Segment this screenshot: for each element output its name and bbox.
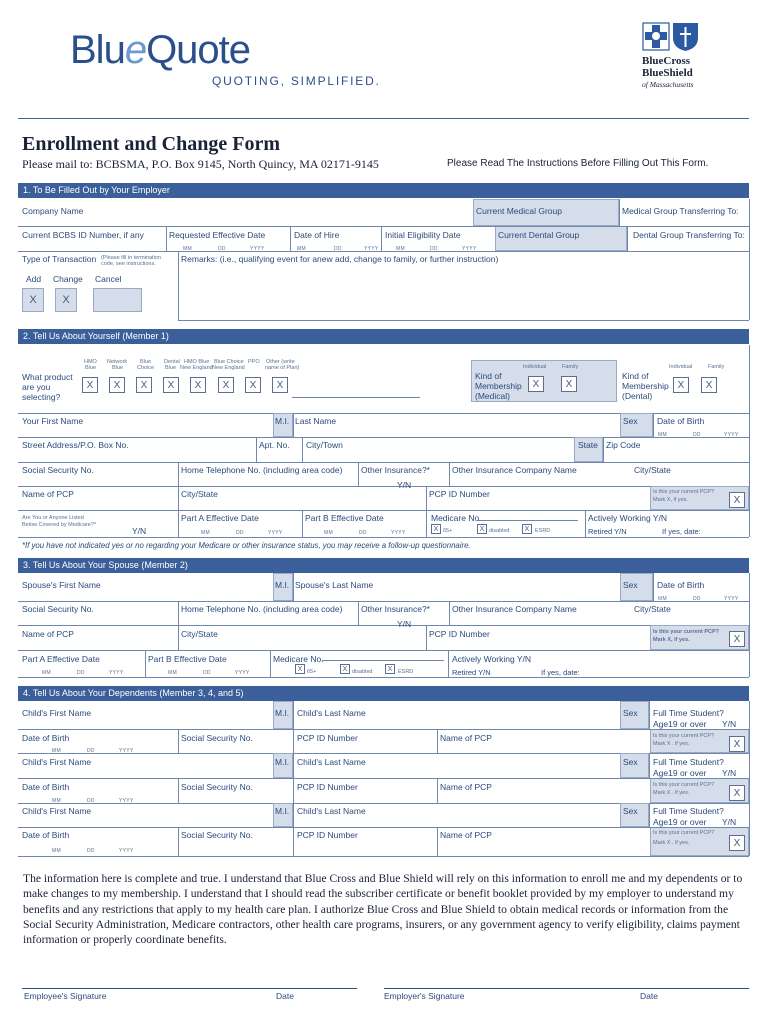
- s2-individual-label: Individual: [523, 364, 547, 370]
- form-rule-line: [478, 520, 578, 521]
- s2-current-pcp-1-label: Is this your current PCP?: [653, 629, 720, 635]
- dental-family-checkbox[interactable]: X: [701, 377, 717, 393]
- date-parts-mm-label: MM: [52, 748, 61, 754]
- date-parts-yyyy-label: YYYY: [724, 596, 739, 602]
- spouse-medicare-esrd-checkbox[interactable]: X: [385, 664, 395, 674]
- s2-esrd-label: ESRD: [535, 528, 551, 534]
- date-parts-mm-label: MM: [297, 246, 306, 252]
- date-parts-dd-label: DD: [430, 246, 438, 252]
- form-rule-line: [749, 345, 750, 537]
- product-hmo-blue-checkbox[interactable]: X: [82, 377, 98, 393]
- s2-other-ins-company-label: Other Insurance Company Name: [452, 604, 577, 614]
- yn-label: Y/N: [722, 817, 737, 827]
- s2-kind-medical-1-label: Kind of: [475, 371, 502, 381]
- s4-child-first-label: Child's First Name: [22, 757, 92, 767]
- termination-code-field[interactable]: [93, 288, 142, 312]
- logo-blue-label: Blu: [70, 28, 125, 72]
- spouse-medicare-disabled-checkbox[interactable]: X: [340, 664, 350, 674]
- bcbs-line3: of Massachusetts: [642, 80, 694, 89]
- logo-e-label: e: [124, 28, 147, 72]
- s2-part-b-label: Part B Effective Date: [305, 513, 384, 523]
- date-parts-dd-label: DD: [334, 246, 342, 252]
- section-4-header: 4. Tell Us About Your Dependents (Member 3, 4, and 5): [18, 686, 749, 701]
- s2-city-state-label: City/State: [634, 465, 671, 475]
- yn-label: Y/N: [132, 526, 147, 536]
- header-divider: [18, 118, 749, 119]
- s2-products-4-l1-label: HMO Blue: [184, 359, 210, 365]
- s2-kind-dental-3-label: (Dental): [622, 391, 653, 401]
- employee-signature-line[interactable]: [22, 988, 357, 989]
- form-rule-line: [18, 462, 749, 463]
- date-parts-mm-label: MM: [658, 596, 667, 602]
- form-rule-line: [437, 729, 438, 753]
- s2-products-0-l2-label: Blue: [85, 365, 97, 371]
- s1-termination-note-2-label: code, see instructions.: [101, 261, 156, 267]
- bcbs-line1: BlueCross: [642, 55, 691, 67]
- dental-group-transferring-label: Dental Group Transferring To:: [633, 230, 745, 240]
- form-rule-line: [653, 573, 654, 601]
- form-rule-line: [178, 320, 749, 321]
- date-parts-yyyy-label: YYYY: [391, 530, 406, 536]
- current-medical-group-label: Current Medical Group: [476, 206, 562, 216]
- cross-shield-icon: [642, 22, 700, 52]
- product-other-checkbox[interactable]: X: [272, 377, 288, 393]
- form-rule-line: [18, 510, 749, 511]
- s2-individual-label: Individual: [669, 364, 693, 370]
- product-hmo-blue-ne-checkbox[interactable]: X: [190, 377, 206, 393]
- s2-zip-label: Zip Code: [606, 440, 641, 450]
- form-rule-line: [749, 701, 750, 856]
- s2-pcp-number-label: PCP ID Number: [429, 489, 490, 499]
- form-rule-line: [649, 753, 650, 778]
- s3-retired-label: Retired Y/N: [452, 668, 491, 677]
- street-label: Street Address/P.O. Box No.: [22, 440, 129, 450]
- s4-full-time-student-label: Full Time Student?: [653, 708, 724, 718]
- dependent1-current-pcp-checkbox[interactable]: X: [729, 736, 745, 752]
- yn-label: Y/N: [397, 480, 412, 490]
- s2-ssn-label: Social Security No.: [22, 604, 94, 614]
- date-parts-dd-label: DD: [693, 596, 701, 602]
- form-rule-line: [426, 510, 427, 537]
- employee-date-label: Date: [276, 991, 294, 1001]
- form-rule-line: [178, 827, 179, 856]
- form-rule-line: [178, 601, 179, 650]
- s2-medicare-no-label: Medicare No.: [431, 513, 482, 523]
- date-parts-dd-label: DD: [693, 432, 701, 438]
- s2-state-label: State: [578, 440, 598, 450]
- date-parts-yyyy-label: YYYY: [724, 432, 739, 438]
- s4-child-first-label: Child's First Name: [22, 806, 92, 816]
- form-rule-line: [603, 437, 604, 462]
- dependent3-current-pcp-checkbox[interactable]: X: [729, 835, 745, 851]
- form-rule-line: [18, 650, 749, 651]
- s2-products-2-l1-label: Blue: [140, 359, 152, 365]
- s2-products-5-l2-label: New England: [212, 365, 245, 371]
- medical-family-checkbox[interactable]: X: [561, 376, 577, 392]
- s2-esrd-label: ESRD: [398, 669, 414, 675]
- form-rule-line: [358, 462, 359, 486]
- s2-other-ins-company-label: Other Insurance Company Name: [452, 465, 577, 475]
- s2-mi-label: M.I.: [275, 757, 290, 767]
- s4-full-time-student-label: Full Time Student?: [653, 757, 724, 767]
- form-rule-line: [18, 625, 749, 626]
- date-parts-yyyy-label: YYYY: [119, 848, 134, 854]
- s2-pcp-name-label: Name of PCP: [440, 830, 492, 840]
- form-rule-line: [302, 437, 303, 462]
- s3-last-name-label: Spouse's Last Name: [295, 580, 374, 590]
- date-parts-mm-label: MM: [168, 670, 177, 676]
- date-parts-mm-label: MM: [52, 848, 61, 854]
- form-rule-line: [293, 573, 294, 601]
- form-rule-line: [437, 778, 438, 803]
- s2-age65-label: 65+: [307, 669, 317, 675]
- yn-label: Y/N: [722, 719, 737, 729]
- s2-city-state-label: City/State: [181, 489, 218, 499]
- date-parts-dd-label: DD: [359, 530, 367, 536]
- s4-current-pcp-2b-label: Mark X . if yes.: [653, 840, 690, 846]
- date-parts-dd-label: DD: [236, 530, 244, 536]
- s4-current-pcp-2b-label: Mark X . if yes.: [653, 790, 690, 796]
- footnote: *If you have not indicated yes or no regarding your Medicare or other insurance status, you may receive a follow-up questionnaire.: [22, 541, 471, 550]
- s2-kind-medical-2-label: Membership: [622, 381, 669, 391]
- s2-mi-label: M.I.: [275, 708, 290, 718]
- s2-what-product-2-label: are you: [22, 382, 51, 392]
- s2-current-pcp-1-label: Is this your current PCP?: [653, 733, 715, 739]
- s2-products-2-l2-label: Choice: [137, 365, 155, 371]
- form-rule-line: [178, 778, 179, 803]
- first-name-label: Your First Name: [22, 416, 84, 426]
- employee-signature-label: Employee's Signature: [24, 991, 107, 1001]
- product-network-blue-checkbox[interactable]: X: [109, 377, 125, 393]
- s2-products-1-l1-label: Network: [107, 359, 128, 365]
- form-rule-line: [448, 650, 449, 677]
- date-parts-dd-label: DD: [218, 246, 226, 252]
- date-parts-yyyy-label: YYYY: [462, 246, 477, 252]
- medical-individual-checkbox[interactable]: X: [528, 376, 544, 392]
- form-rule-line: [18, 537, 749, 538]
- form-rule-line: [18, 729, 749, 730]
- s2-products-4-l2-label: New England: [180, 365, 213, 371]
- spouse-medicare-65-checkbox[interactable]: X: [295, 664, 305, 674]
- s4-child-first-label: Child's First Name: [22, 708, 92, 718]
- form-rule-line: [178, 510, 179, 537]
- s2-disabled-label: disabled: [352, 669, 373, 675]
- s2-medicare-no-label: Medicare No.: [273, 654, 324, 664]
- s2-part-b-label: Part B Effective Date: [148, 654, 227, 664]
- s2-current-pcp-2-label: Mark X, if yes.: [653, 497, 688, 503]
- s2-actively-working-label: Actively Working Y/N: [452, 654, 532, 664]
- section-2-header: 2. Tell Us About Yourself (Member 1): [18, 329, 749, 344]
- medical-group-transferring-label: Medical Group Transferring To:: [622, 206, 739, 216]
- initial-eligibility-label: Initial Eligibility Date: [385, 230, 461, 240]
- form-rule-line: [145, 650, 146, 677]
- form-rule-line: [749, 199, 750, 320]
- date-parts-dd-label: DD: [203, 670, 211, 676]
- s2-home-phone-label: Home Telephone No. (including area code): [181, 604, 343, 614]
- s2-pcp-name-label: Name of PCP: [22, 629, 74, 639]
- s2-products-3-l1-label: Dental: [164, 359, 180, 365]
- s2-sex-label: Sex: [623, 806, 638, 816]
- date-parts-dd-label: DD: [87, 748, 95, 754]
- s2-sex-label: Sex: [623, 708, 638, 718]
- date-parts-dd-label: DD: [77, 670, 85, 676]
- s2-medicare-q2-label: Below Covered by Medicare?*: [22, 522, 96, 528]
- form-rule-line: [293, 701, 294, 753]
- last-name-label: Last Name: [295, 416, 337, 426]
- cancel-label: Cancel: [95, 274, 122, 284]
- s2-ssn-label: Social Security No.: [181, 830, 253, 840]
- bcbs-logo: [640, 22, 740, 92]
- date-parts-mm-label: MM: [658, 432, 667, 438]
- current-bcbs-id-label: Current BCBS ID Number, if any: [22, 230, 144, 240]
- add-checkbox[interactable]: X: [22, 288, 44, 312]
- s4-pcp-id-number-label: PCP ID Number: [297, 733, 358, 743]
- authorization-statement: The information here is complete and true. I understand that Blue Cross and Blue Shield will rely on this information to enroll me and my dependents or to make changes to my membership. I understand that I should read the subscriber certificate or benefit booklet provided by my employer to understand my benefits and any restrictions that apply to my health care plan. I authorize Blue Cross and Blue Shield to obtain medical records or information from the Social Security Administration, Medicare contractors, other health care programs, insurers, or any government agency to verify eligibility, claims payment information or properly coordinate benefits.: [23, 872, 743, 947]
- s2-current-pcp-2-label: Mark X, if yes.: [653, 637, 690, 643]
- add-label: Add: [26, 274, 42, 284]
- date-of-hire-label: Date of Hire: [294, 230, 340, 240]
- date-parts-mm-label: MM: [324, 530, 333, 536]
- form-rule-line: [18, 437, 749, 438]
- form-rule-line: [749, 573, 750, 677]
- logo-quote-label: Quote: [146, 28, 251, 72]
- form-rule-line: [449, 462, 450, 486]
- s4-age19-label: Age19 or over: [653, 768, 707, 778]
- date-parts-mm-label: MM: [183, 246, 192, 252]
- s2-ssn-label: Social Security No.: [181, 733, 253, 743]
- s2-current-pcp-1-label: Is this your current PCP?: [653, 782, 715, 788]
- s2-medicare-q1-label: Are You or Anyone Listed: [22, 515, 84, 521]
- s2-pcp-name-label: Name of PCP: [440, 782, 492, 792]
- s4-child-last-label: Child's Last Name: [297, 757, 366, 767]
- form-rule-line: [290, 226, 291, 251]
- s2-current-pcp-1-label: Is this your current PCP?: [653, 830, 715, 836]
- form-rule-line: [18, 856, 749, 857]
- date-parts-yyyy-label: YYYY: [364, 246, 379, 252]
- section-3-header: 3. Tell Us About Your Spouse (Member 2): [18, 558, 749, 573]
- s2-products-7-l2-label: name of Plan): [265, 365, 300, 371]
- s2-if-yes-date-label: If yes, date:: [541, 668, 580, 677]
- form-rule-line: [381, 226, 382, 251]
- yn-label: Y/N: [397, 619, 412, 629]
- form-rule-line: [426, 486, 427, 510]
- type-of-transaction-label: Type of Transaction: [22, 254, 97, 264]
- employer-signature-label: Employer's Signature: [384, 991, 465, 1001]
- current-dental-group-label: Current Dental Group: [498, 230, 580, 240]
- s2-mi-label: M.I.: [275, 416, 290, 426]
- s4-child-last-label: Child's Last Name: [297, 708, 366, 718]
- s2-other-insurance-label: Other Insurance?*: [361, 604, 430, 614]
- s2-retired-label: Retired Y/N: [588, 527, 627, 536]
- date-parts-yyyy-label: YYYY: [119, 798, 134, 804]
- form-rule-line: [649, 803, 650, 827]
- s2-part-a-label: Part A Effective Date: [181, 513, 259, 523]
- form-rule-line: [293, 803, 294, 856]
- s2-apt-label: Apt. No.: [259, 440, 290, 450]
- form-rule-line: [18, 677, 749, 678]
- s2-city-state-label: City/State: [634, 604, 671, 614]
- s2-products-1-l2-label: Blue: [112, 365, 124, 371]
- form-rule-line: [18, 778, 749, 779]
- form-rule-line: [358, 601, 359, 625]
- s4-age19-label: Age19 or over: [653, 719, 707, 729]
- s2-what-product-3-label: selecting?: [22, 392, 61, 402]
- bluequote-logo: [70, 28, 390, 94]
- date-parts-mm-label: MM: [201, 530, 210, 536]
- form-rule-line: [18, 226, 749, 227]
- form-rule-line: [270, 650, 271, 677]
- form-rule-line: [322, 660, 444, 661]
- section-1-header: 1. To Be Filled Out by Your Employer: [18, 183, 749, 198]
- product-blue-choice-ne-checkbox[interactable]: X: [218, 377, 234, 393]
- form-rule-line: [18, 601, 749, 602]
- requested-effective-date-label: Requested Effective Date: [169, 230, 266, 240]
- form-rule-line: [302, 510, 303, 537]
- s2-family-label: Family: [708, 364, 725, 370]
- s2-ssn-label: Social Security No.: [22, 465, 94, 475]
- s2-kind-medical-2-label: Membership: [475, 381, 522, 391]
- s4-pcp-id-number-label: PCP ID Number: [297, 830, 358, 840]
- s2-kind-medical-3-label: (Medical): [475, 391, 510, 401]
- yn-label: Y/N: [722, 768, 737, 778]
- date-parts-yyyy-label: YYYY: [235, 670, 250, 676]
- s2-products-6-l1-label: PPO: [248, 359, 260, 365]
- form-rule-line: [627, 226, 628, 251]
- s2-products-3-l2-label: Blue: [165, 365, 177, 371]
- s4-full-time-student-label: Full Time Student?: [653, 806, 724, 816]
- s2-sex-label: Sex: [623, 416, 638, 426]
- logo-tagline: QUOTING, SIMPLIFIED.: [212, 74, 381, 88]
- s2-current-pcp-1-label: Is this your current PCP?: [653, 489, 715, 495]
- mail-to: Please mail to: BCBSMA, P.O. Box 9145, North Quincy, MA 02171-9145: [22, 157, 379, 171]
- form-rule-line: [18, 827, 749, 828]
- change-label: Change: [53, 274, 83, 284]
- date-parts-yyyy-label: YYYY: [119, 748, 134, 754]
- s2-sex-label: Sex: [623, 757, 638, 767]
- date-parts-mm-label: MM: [42, 670, 51, 676]
- form-rule-line: [178, 251, 179, 320]
- instructions-note: Please Read The Instructions Before Filling Out This Form.: [447, 158, 709, 169]
- remarks-label: Remarks: (i.e., qualifying event for anew add, change to family, or further instruction): [181, 254, 499, 264]
- s2-dob-label: Date of Birth: [22, 782, 70, 792]
- form-rule-line: [449, 601, 450, 625]
- date-parts-mm-label: MM: [52, 798, 61, 804]
- s2-dob-label: Date of Birth: [22, 733, 70, 743]
- s2-family-label: Family: [562, 364, 579, 370]
- s2-if-yes-date-label: If yes, date:: [662, 527, 701, 536]
- s2-dob-label: Date of Birth: [657, 580, 705, 590]
- bcbs-line2: BlueShield: [642, 67, 693, 79]
- date-parts-yyyy-label: YYYY: [109, 670, 124, 676]
- s4-age19-label: Age19 or over: [653, 817, 707, 827]
- s4-current-pcp-2-label: Mark X . if yes.: [653, 741, 690, 747]
- s2-products-5-l1-label: Blue Choice: [214, 359, 244, 365]
- s2-kind-medical-1-label: Kind of: [622, 371, 649, 381]
- form-rule-line: [256, 437, 257, 462]
- date-parts-yyyy-label: YYYY: [250, 246, 265, 252]
- form-rule-line: [585, 510, 586, 537]
- s2-part-a-label: Part A Effective Date: [22, 654, 100, 664]
- s4-pcp-id-number-label: PCP ID Number: [297, 782, 358, 792]
- medicare-esrd-checkbox[interactable]: X: [522, 524, 532, 534]
- product-blue-choice-checkbox[interactable]: X: [136, 377, 152, 393]
- dob-label: Date of Birth: [657, 416, 705, 426]
- medicare-disabled-checkbox[interactable]: X: [477, 524, 487, 534]
- form-rule-line: [166, 226, 167, 251]
- s1-termination-note-1-label: (Please fill in termination: [101, 255, 161, 261]
- form-rule-line: [178, 462, 179, 510]
- employer-date-label: Date: [640, 991, 658, 1001]
- dependent2-current-pcp-checkbox[interactable]: X: [729, 785, 745, 801]
- s2-mi-label: M.I.: [275, 806, 290, 816]
- s2-city-state-label: City/State: [181, 629, 218, 639]
- form-title: Enrollment and Change Form: [22, 133, 280, 155]
- current-pcp-checkbox[interactable]: X: [729, 492, 745, 508]
- employer-signature-line[interactable]: [384, 988, 749, 989]
- date-parts-dd-label: DD: [87, 848, 95, 854]
- product-ppo-checkbox[interactable]: X: [245, 377, 261, 393]
- s3-first-name-label: Spouse's First Name: [22, 580, 101, 590]
- s2-disabled-label: disabled: [489, 528, 510, 534]
- dental-individual-checkbox[interactable]: X: [673, 377, 689, 393]
- s2-other-insurance-label: Other Insurance?*: [361, 465, 430, 475]
- product-dental-blue-checkbox[interactable]: X: [163, 377, 179, 393]
- s2-age65-label: 65+: [443, 528, 453, 534]
- form-rule-line: [653, 413, 654, 437]
- other-plan-name-line[interactable]: [292, 397, 420, 398]
- date-parts-mm-label: MM: [396, 246, 405, 252]
- s2-city-town-label: City/Town: [306, 440, 343, 450]
- form-rule-line: [18, 486, 749, 487]
- s4-child-last-label: Child's Last Name: [297, 806, 366, 816]
- s2-home-phone-label: Home Telephone No. (including area code): [181, 465, 343, 475]
- form-rule-line: [178, 729, 179, 753]
- s2-sex-label: Sex: [623, 580, 638, 590]
- company-name-label: Company Name: [22, 206, 84, 216]
- form-rule-line: [619, 199, 620, 226]
- s2-actively-working-label: Actively Working Y/N: [588, 513, 668, 523]
- form-rule-line: [437, 827, 438, 856]
- date-parts-dd-label: DD: [87, 798, 95, 804]
- form-rule-line: [426, 625, 427, 650]
- s2-products-0-l1-label: HMO: [84, 359, 97, 365]
- s2-dob-label: Date of Birth: [22, 830, 70, 840]
- s2-pcp-name-label: Name of PCP: [440, 733, 492, 743]
- s2-mi-label: M.I.: [275, 580, 290, 590]
- form-rule-line: [18, 251, 749, 252]
- form-rule-line: [649, 701, 650, 729]
- s2-what-product-1-label: What product: [22, 372, 73, 382]
- date-parts-yyyy-label: YYYY: [268, 530, 283, 536]
- form-rule-line: [293, 413, 294, 437]
- s2-pcp-number-label: PCP ID Number: [429, 629, 490, 639]
- s2-pcp-name-label: Name of PCP: [22, 489, 74, 499]
- medicare-65-checkbox[interactable]: X: [431, 524, 441, 534]
- change-checkbox[interactable]: X: [55, 288, 77, 312]
- spouse-current-pcp-checkbox[interactable]: X: [729, 631, 745, 647]
- s2-products-7-l1-label: Other (write: [266, 359, 295, 365]
- s2-ssn-label: Social Security No.: [181, 782, 253, 792]
